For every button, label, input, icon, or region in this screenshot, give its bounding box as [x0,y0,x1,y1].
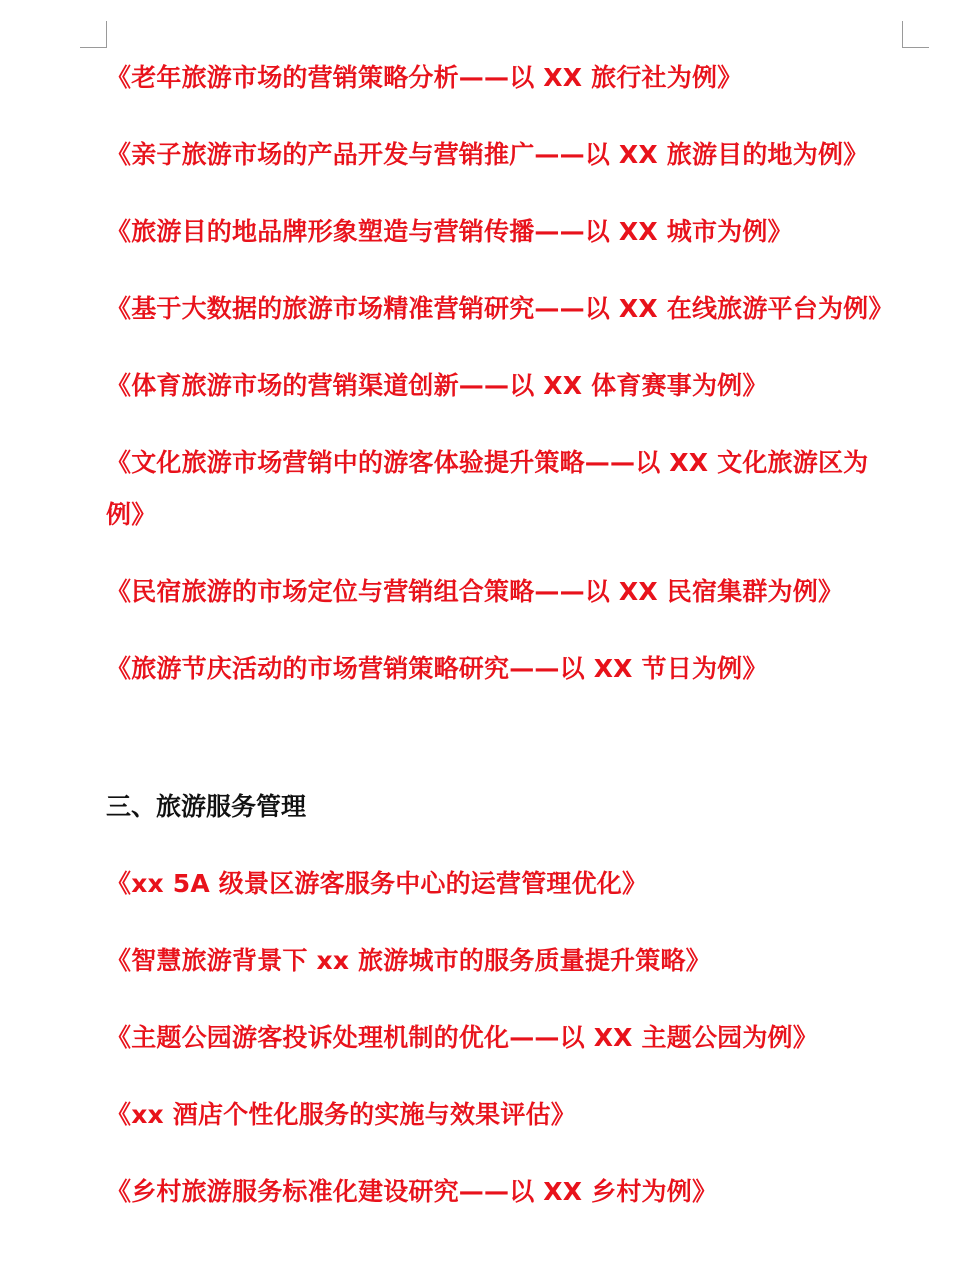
thesis-title-item: 《亲子旅游市场的产品开发与营销推广——以 XX 旅游目的地为例》 [106,140,869,169]
crop-mark-top-left [80,21,107,48]
section-heading: 三、旅游服务管理 [106,792,307,821]
thesis-title-item: 《xx 酒店个性化服务的实施与效果评估》 [106,1100,576,1129]
thesis-title-item: 《体育旅游市场的营销渠道创新——以 XX 体育赛事为例》 [106,371,768,400]
thesis-title-item: 《xx 5A 级景区游客服务中心的运营管理优化》 [106,869,648,898]
thesis-title-item: 《民宿旅游的市场定位与营销组合策略——以 XX 民宿集群为例》 [106,577,844,606]
document-body [106,52,906,1243]
thesis-title-item: 《文化旅游市场营销中的游客体验提升策略——以 XX 文化旅游区为例》 [106,448,869,529]
thesis-title-item: 《老年旅游市场的营销策略分析——以 XX 旅行社为例》 [106,63,743,92]
crop-mark-top-right [902,21,929,48]
thesis-title-item: 《旅游节庆活动的市场营销策略研究——以 XX 节日为例》 [106,654,768,683]
thesis-title-item: 《主题公园游客投诉处理机制的优化——以 XX 主题公园为例》 [106,1023,818,1052]
section-spacer [106,720,906,781]
thesis-title-item: 《智慧旅游背景下 xx 旅游城市的服务质量提升策略》 [106,946,711,975]
thesis-title-item: 《乡村旅游服务标准化建设研究——以 XX 乡村为例》 [106,1177,718,1206]
thesis-title-item: 《基于大数据的旅游市场精准营销研究——以 XX 在线旅游平台为例》 [106,294,894,323]
thesis-title-item: 《旅游目的地品牌形象塑造与营销传播——以 XX 城市为例》 [106,217,793,246]
